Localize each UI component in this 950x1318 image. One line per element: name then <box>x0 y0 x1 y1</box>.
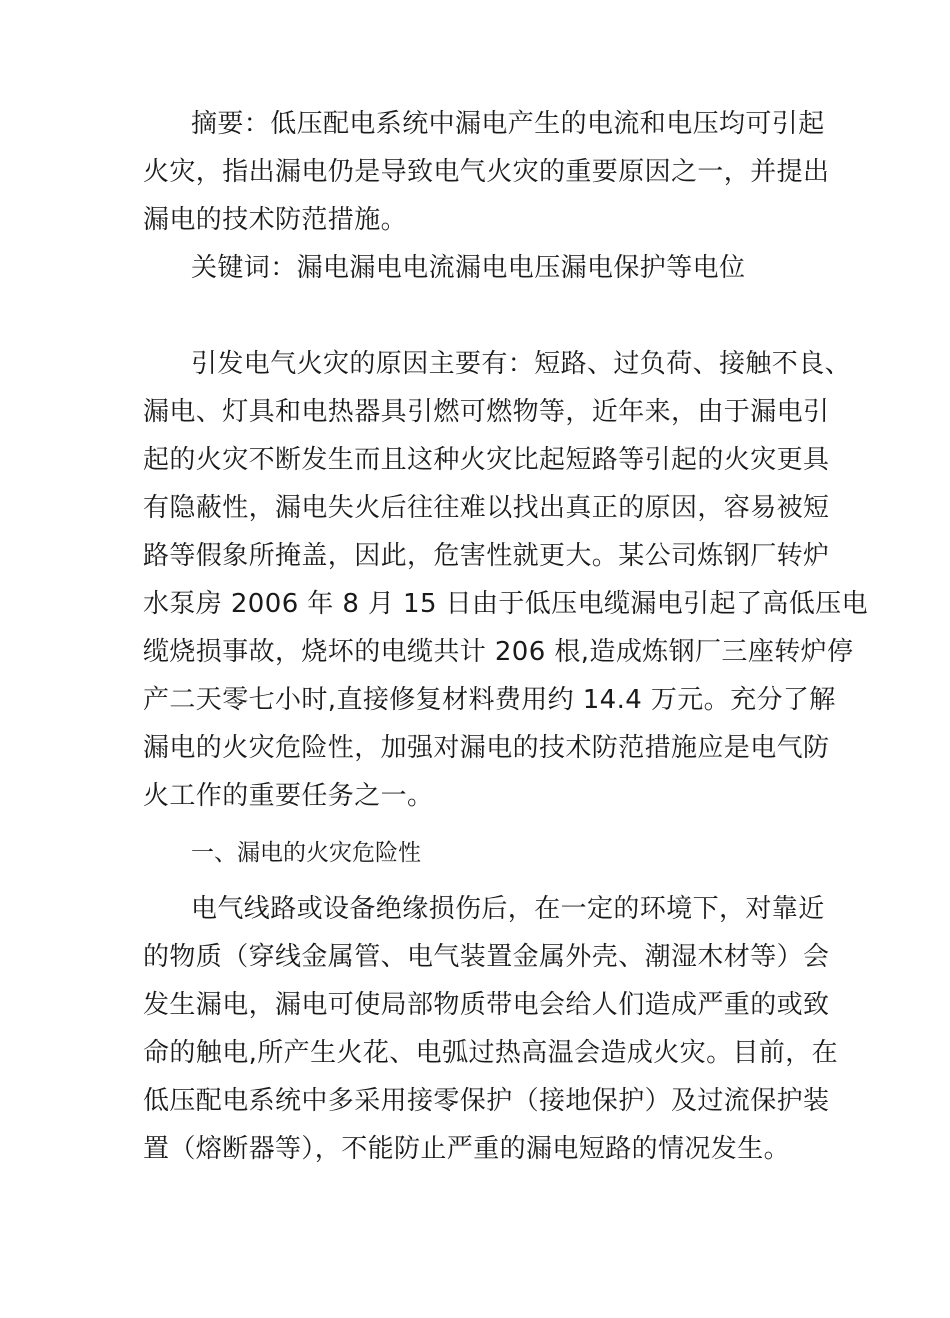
section-1-line: 置（熔断器等），不能防止严重的漏电短路的情况发生。 <box>143 1134 791 1164</box>
intro-line: 产二天零七小时,直接修复材料费用约 14.4 万元。充分了解 <box>143 685 836 715</box>
intro-line: 引发电气火灾的原因主要有：短路、过负荷、接触不良、 <box>191 349 852 379</box>
intro-line: 火工作的重要任务之一。 <box>143 781 434 811</box>
intro-line: 漏电、灯具和电热器具引燃可燃物等，近年来，由于漏电引 <box>143 397 830 427</box>
abstract-line: 火灾，指出漏电仍是导致电气火灾的重要原因之一，并提出 <box>143 157 830 187</box>
intro-line: 水泵房 2006 年 8 月 15 日由于低压电缆漏电引起了高低压电 <box>143 589 868 619</box>
abstract-paragraph <box>143 100 830 244</box>
keywords-paragraph <box>143 244 823 292</box>
section-1-paragraph <box>143 885 839 1173</box>
intro-line: 缆烧损事故，烧坏的电缆共计 206 根,造成炼钢厂三座转炉停 <box>143 637 854 667</box>
intro-line: 路等假象所掩盖，因此，危害性就更大。某公司炼钢厂转炉 <box>143 541 830 571</box>
intro-line: 漏电的火灾危险性，加强对漏电的技术防范措施应是电气防 <box>143 733 830 763</box>
section-1-line: 电气线路或设备绝缘损伤后，在一定的环境下，对靠近 <box>191 894 825 924</box>
intro-line: 起的火灾不断发生而且这种火灾比起短路等引起的火灾更具 <box>143 445 830 475</box>
section-1-heading: 一、漏电的火灾危险性 <box>191 840 421 866</box>
abstract-line: 漏电的技术防范措施。 <box>143 205 408 235</box>
section-1-line: 命的触电,所产生火花、电弧过热高温会造成火灾。目前，在 <box>143 1038 839 1068</box>
section-1-line: 的物质（穿线金属管、电气装置金属外壳、潮湿木材等）会 <box>143 942 830 972</box>
keywords-line: 关键词：漏电漏电电流漏电电压漏电保护等电位 <box>191 253 746 283</box>
section-heading <box>143 829 823 877</box>
section-1-line: 低压配电系统中多采用接零保护（接地保护）及过流保护装 <box>143 1086 830 1116</box>
intro-paragraph <box>143 340 868 820</box>
abstract-line: 摘要：低压配电系统中漏电产生的电流和电压均可引起 <box>191 109 825 139</box>
section-1-line: 发生漏电，漏电可使局部物质带电会给人们造成严重的或致 <box>143 990 830 1020</box>
intro-line: 有隐蔽性，漏电失火后往往难以找出真正的原因，容易被短 <box>143 493 830 523</box>
